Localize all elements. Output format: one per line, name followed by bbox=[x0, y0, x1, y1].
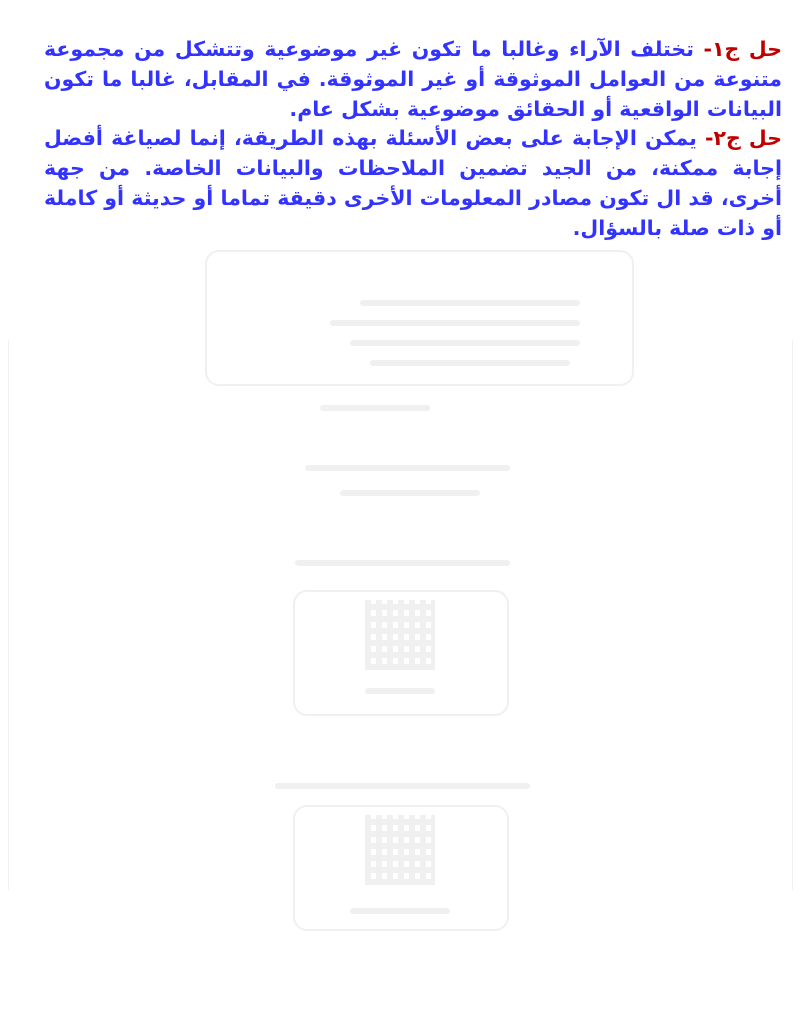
solutions-text bbox=[44, 35, 782, 244]
answer-1-label: حل ج١- bbox=[703, 37, 782, 61]
answer-2 bbox=[44, 124, 782, 243]
answer-1 bbox=[44, 35, 782, 124]
answer-1-text: تختلف الآراء وغالبا ما تكون غير موضوعية وتتشكل من مجموعة متنوعة من العوامل الموثوقة أو غير الموثوقة. في المقابل، غالبا ما تكون البيانات الواقعية أو الحقائق موضوعية بشكل عام. bbox=[44, 37, 782, 121]
answer-2-label: حل ج٢- bbox=[704, 126, 782, 151]
answer-2-text: يمكن الإجابة على بعض الأسئلة بهذه الطريقة، إنما لصياغة أفضل إجابة ممكنة، من الجيد تضمين الملاحظات والبيانات الخاصة. من جهة أخرى، قد ال تكون مصادر المعلومات الأخرى دقيقة تماما أو حديثة أو كاملة أو ذات صلة بالسؤال. bbox=[44, 126, 782, 240]
